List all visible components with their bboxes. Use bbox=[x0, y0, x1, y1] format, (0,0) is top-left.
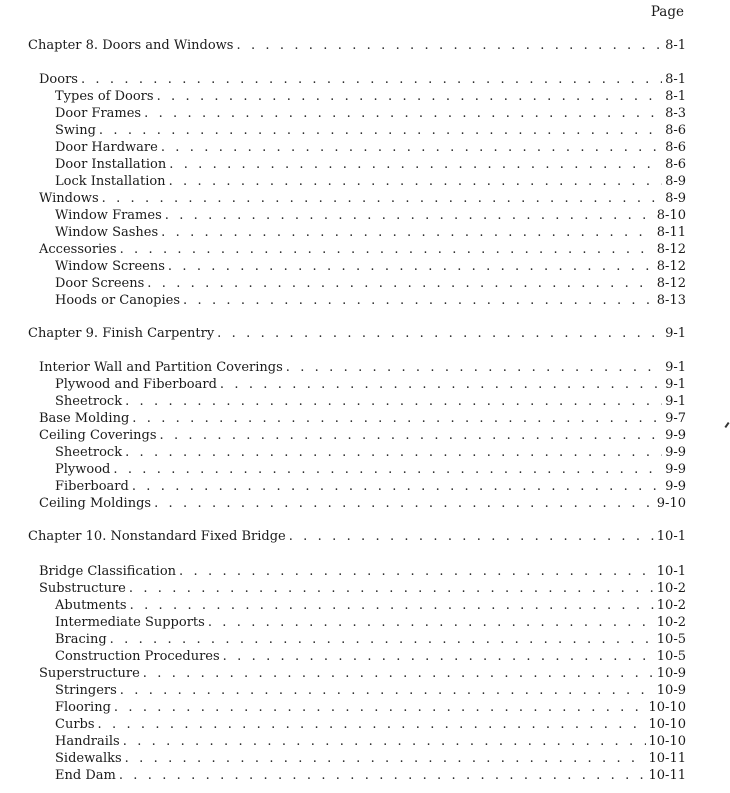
toc-entry-title: Intermediate Supports bbox=[55, 615, 205, 630]
dot-leader bbox=[161, 225, 654, 240]
toc-entry-page: 9-9 bbox=[665, 462, 686, 477]
toc-entry bbox=[39, 666, 686, 683]
dot-leader bbox=[161, 140, 662, 155]
toc-entry-title: Base Molding bbox=[39, 411, 130, 426]
toc-entry-title: Door Screens bbox=[55, 276, 145, 291]
toc-entry-title: Sheetrock bbox=[55, 445, 123, 460]
dot-leader bbox=[125, 394, 662, 409]
toc-entry-page: 8-3 bbox=[665, 106, 686, 121]
toc-entry bbox=[39, 360, 686, 377]
toc-entry-title: Door Frames bbox=[55, 106, 142, 121]
dot-leader bbox=[130, 598, 654, 613]
dot-leader bbox=[236, 38, 662, 53]
dot-leader bbox=[169, 174, 663, 189]
toc-entry bbox=[55, 479, 686, 496]
toc-entry bbox=[39, 564, 686, 581]
toc-entry-page: 10-10 bbox=[648, 717, 686, 732]
toc-entry-title: End Dam bbox=[55, 768, 116, 783]
dot-leader bbox=[110, 632, 654, 647]
toc-entry-title: Doors bbox=[39, 72, 78, 87]
dot-leader bbox=[120, 242, 654, 257]
dot-leader bbox=[157, 89, 662, 104]
dot-leader bbox=[119, 768, 646, 783]
dot-leader bbox=[144, 106, 662, 121]
toc-entry bbox=[55, 734, 686, 751]
dot-leader bbox=[114, 700, 646, 715]
toc-entry-title: Stringers bbox=[55, 683, 117, 698]
toc-entry-title: Swing bbox=[55, 123, 96, 138]
dot-leader bbox=[125, 445, 662, 460]
toc-entry-page: 9-10 bbox=[656, 496, 686, 511]
toc-entry bbox=[55, 106, 686, 123]
toc-entry bbox=[39, 411, 686, 428]
toc-entry bbox=[55, 445, 686, 462]
toc-entry-title: Door Hardware bbox=[55, 140, 158, 155]
toc-entry-page: 10-11 bbox=[648, 751, 686, 766]
toc-entry bbox=[39, 72, 686, 89]
toc-entry-page: 10-2 bbox=[656, 581, 686, 596]
toc-entry-title: Lock Installation bbox=[55, 174, 166, 189]
toc-entry-page: 8-12 bbox=[656, 242, 686, 257]
dot-leader bbox=[183, 293, 654, 308]
toc-entry-page: 10-1 bbox=[656, 564, 686, 579]
toc-entry-page: 10-11 bbox=[648, 768, 686, 783]
toc-entry-page: 8-1 bbox=[665, 72, 686, 87]
toc-entry-page: 9-7 bbox=[665, 411, 686, 426]
toc-entry-page: 8-6 bbox=[665, 123, 686, 138]
toc-entry-page: 8-1 bbox=[665, 89, 686, 104]
toc-entry-page: 10-2 bbox=[656, 598, 686, 613]
toc-entry-page: 9-1 bbox=[665, 360, 686, 375]
toc-entry bbox=[55, 140, 686, 157]
toc-entry-title: Handrails bbox=[55, 734, 120, 749]
dot-leader bbox=[217, 326, 662, 341]
toc-entry bbox=[55, 377, 686, 394]
dot-leader bbox=[102, 191, 662, 206]
toc-entry-title: Chapter 10. Nonstandard Fixed Bridge bbox=[28, 529, 286, 544]
dot-leader bbox=[132, 479, 662, 494]
dot-leader bbox=[160, 428, 663, 443]
toc-entry-title: Curbs bbox=[55, 717, 95, 732]
dot-leader bbox=[132, 411, 662, 426]
toc-entry-page: 9-1 bbox=[665, 377, 686, 392]
dot-leader bbox=[179, 564, 654, 579]
toc-entry bbox=[55, 462, 686, 479]
dot-leader bbox=[220, 377, 662, 392]
toc-entry-title: Hoods or Canopies bbox=[55, 293, 181, 308]
toc-entry bbox=[55, 225, 686, 242]
toc-entry-title: Bracing bbox=[55, 632, 107, 647]
toc-entry-title: Bridge Classification bbox=[39, 564, 177, 579]
toc-entry-title: Types of Doors bbox=[55, 89, 154, 104]
dot-leader bbox=[120, 683, 654, 698]
toc-entry-title: Superstructure bbox=[39, 666, 140, 681]
toc-entry-title: Ceiling Moldings bbox=[39, 496, 152, 511]
toc-entry-page: 8-11 bbox=[656, 225, 686, 240]
toc-entry-page: 8-6 bbox=[665, 140, 686, 155]
dot-leader bbox=[165, 208, 654, 223]
dot-leader bbox=[147, 276, 654, 291]
toc-entry-page: 9-9 bbox=[665, 445, 686, 460]
toc-entry bbox=[39, 191, 686, 208]
dot-leader bbox=[208, 615, 654, 630]
toc-entry bbox=[55, 123, 686, 140]
dot-leader bbox=[169, 157, 662, 172]
toc-entry-title: Door Installation bbox=[55, 157, 167, 172]
toc-entry-page: 9-9 bbox=[665, 479, 686, 494]
dot-leader bbox=[99, 123, 662, 138]
scan-mark bbox=[724, 422, 729, 428]
toc-entry-title: Sheetrock bbox=[55, 394, 123, 409]
toc-entry-page: 8-12 bbox=[656, 276, 686, 291]
toc-entry-title: Plywood bbox=[55, 462, 111, 477]
dot-leader bbox=[286, 360, 662, 375]
toc-entry-title: Window Screens bbox=[55, 259, 165, 274]
toc-entry bbox=[55, 615, 686, 632]
toc-entry-title: Windows bbox=[39, 191, 99, 206]
toc-entry bbox=[55, 700, 686, 717]
toc-entry bbox=[39, 428, 686, 445]
dot-leader bbox=[98, 717, 646, 732]
toc-entry bbox=[55, 683, 686, 700]
toc-entry-page: 8-13 bbox=[656, 293, 686, 308]
toc-entry-page: 9-9 bbox=[665, 428, 686, 443]
page-column-header: Page bbox=[650, 4, 684, 20]
toc-entry bbox=[55, 259, 686, 276]
toc-entry-page: 10-9 bbox=[656, 683, 686, 698]
toc-entry-title: Sidewalks bbox=[55, 751, 122, 766]
toc-entry-page: 8-10 bbox=[656, 208, 686, 223]
toc-entry-title: Accessories bbox=[39, 242, 117, 257]
toc-entry-title: Plywood and Fiberboard bbox=[55, 377, 217, 392]
toc-entry-title: Substructure bbox=[39, 581, 126, 596]
toc-entry-title: Abutments bbox=[55, 598, 127, 613]
dot-leader bbox=[81, 72, 662, 87]
toc-entry-page: 10-5 bbox=[656, 632, 686, 647]
toc-entry-page: 8-12 bbox=[656, 259, 686, 274]
toc-entry-title: Chapter 9. Finish Carpentry bbox=[28, 326, 215, 341]
dot-leader bbox=[154, 496, 654, 511]
toc-entry-page: 9-1 bbox=[665, 326, 686, 341]
toc-chapter-entry bbox=[28, 38, 686, 55]
toc-entry bbox=[39, 581, 686, 598]
toc-entry-title: Construction Procedures bbox=[55, 649, 220, 664]
toc-entry bbox=[55, 751, 686, 768]
toc-entry-page: 8-1 bbox=[665, 38, 686, 53]
toc-entry-title: Fiberboard bbox=[55, 479, 129, 494]
dot-leader bbox=[289, 529, 654, 544]
toc-entry bbox=[55, 157, 686, 174]
toc-entry bbox=[55, 89, 686, 106]
toc-entry bbox=[55, 394, 686, 411]
toc-entry bbox=[55, 276, 686, 293]
dot-leader bbox=[223, 649, 654, 664]
toc-entry-page: 10-10 bbox=[648, 700, 686, 715]
dot-leader bbox=[143, 666, 654, 681]
toc-entry-page: 10-2 bbox=[656, 615, 686, 630]
toc-entry-title: Window Sashes bbox=[55, 225, 159, 240]
toc-entry-title: Flooring bbox=[55, 700, 111, 715]
toc-entry-title: Chapter 8. Doors and Windows bbox=[28, 38, 234, 53]
toc-entry-page: 10-10 bbox=[648, 734, 686, 749]
dot-leader bbox=[123, 734, 646, 749]
toc-entry bbox=[55, 632, 686, 649]
toc-entry bbox=[55, 598, 686, 615]
toc-entry-page: 8-6 bbox=[665, 157, 686, 172]
toc-chapter-entry bbox=[28, 529, 686, 546]
toc-entry bbox=[55, 649, 686, 666]
toc-entry-page: 10-9 bbox=[656, 666, 686, 681]
toc-entry bbox=[55, 717, 686, 734]
dot-leader bbox=[129, 581, 654, 596]
toc-entry bbox=[39, 242, 686, 259]
dot-leader bbox=[113, 462, 662, 477]
toc-entry-page: 8-9 bbox=[665, 191, 686, 206]
toc-entry-page: 10-5 bbox=[656, 649, 686, 664]
toc-entry-page: 9-1 bbox=[665, 394, 686, 409]
toc-entry bbox=[55, 293, 686, 310]
toc-entry bbox=[55, 768, 686, 785]
toc-entry bbox=[39, 496, 686, 513]
toc-entry-title: Window Frames bbox=[55, 208, 162, 223]
dot-leader bbox=[168, 259, 654, 274]
toc-entry-page: 10-1 bbox=[656, 529, 686, 544]
toc-chapter-entry bbox=[28, 326, 686, 343]
dot-leader bbox=[125, 751, 646, 766]
toc-entry-title: Interior Wall and Partition Coverings bbox=[39, 360, 283, 375]
toc-entry-page: 8-9 bbox=[665, 174, 686, 189]
toc-entry bbox=[55, 208, 686, 225]
toc-entry-title: Ceiling Coverings bbox=[39, 428, 157, 443]
toc-entry bbox=[55, 174, 686, 191]
